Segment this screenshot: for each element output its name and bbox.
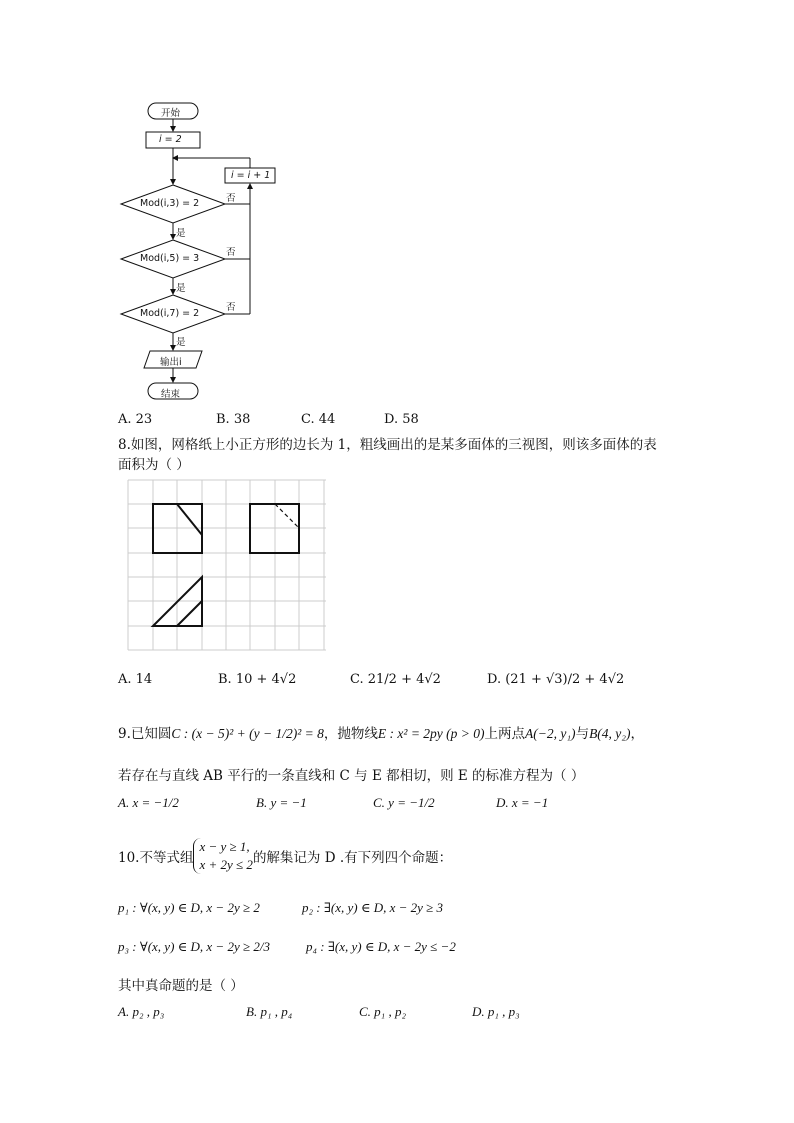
q9-option-a: A. x = −1/2 — [118, 795, 179, 810]
q10-ineq2: x + 2y ≤ 2 — [199, 857, 253, 872]
q10-inequality-system — [193, 838, 252, 874]
flow-end-label: 结束 — [161, 389, 181, 400]
q10-option-a: A. p₂ , p₃ — [118, 1004, 165, 1019]
q7-option-b: B. 38 — [216, 412, 251, 427]
q9-end: ， — [630, 726, 644, 742]
q7-option-c: C. 44 — [301, 412, 336, 427]
q10-suffix: 的解集记为 D .有下列四个命题： — [252, 850, 453, 866]
q10-p1: p₁ : ∀(x, y) ∈ D, x − 2y ≥ 2 — [118, 900, 260, 915]
three-view-grid-figure — [126, 478, 328, 656]
flow-increment-label: i = i + 1 — [231, 170, 271, 181]
q9-conj: 与 — [575, 726, 590, 742]
q10-option-c: C. p₁ , p₂ — [359, 1004, 406, 1019]
flow-cond1-label: Mod(i,3) = 2 — [140, 198, 200, 209]
q9-option-c: C. y = −1/2 — [373, 795, 435, 810]
flow-no-label-3: 否 — [226, 302, 236, 313]
q8-option-b: B. 10 + 4√2 — [218, 672, 297, 687]
flow-output-label: 输出i — [160, 357, 182, 368]
q9-stem-line1 — [118, 722, 644, 742]
flow-no-label-1: 否 — [226, 193, 236, 204]
q10-ineq1: x − y ≥ 1, — [199, 839, 250, 854]
q9-mid: ，抛物线 — [323, 726, 378, 742]
q8-option-d: D. (21 + √3)/2 + 4√2 — [487, 672, 625, 687]
q8-stem-line1: 8.如图，网格纸上小正方形的边长为 1，粗线画出的是某多面体的三视图，则该多面体的表 — [118, 437, 657, 453]
q9-mid2: 上两点 — [484, 726, 526, 742]
flow-init-label: i = 2 — [159, 134, 182, 145]
q9-prefix: 9.已知圆 — [118, 726, 172, 742]
q8-stem-line2: 面积为（ ） — [118, 457, 190, 473]
flow-yes-label-1: 是 — [176, 228, 186, 239]
q10-p3: p₃ : ∀(x, y) ∈ D, x − 2y ≥ 2/3 — [118, 939, 270, 954]
q10-option-b: B. p₁ , p₄ — [246, 1004, 293, 1019]
q8-option-c: C. 21/2 + 4√2 — [350, 672, 441, 687]
q10-question: 其中真命题的是（ ） — [118, 978, 244, 994]
q10-p2: p₂ : ∃(x, y) ∈ D, x − 2y ≥ 3 — [302, 900, 444, 915]
flowchart — [110, 95, 280, 405]
q9-point-a: A(−2, y₁) — [525, 726, 576, 741]
flow-yes-label-3: 是 — [176, 337, 186, 348]
flow-cond3-label: Mod(i,7) = 2 — [140, 308, 200, 319]
flow-no-label-2: 否 — [226, 247, 236, 258]
q10-stem — [118, 838, 452, 874]
q9-parabola: E : x² = 2py (p > 0) — [377, 726, 485, 741]
q9-circle: C : (x − 5)² + (y − 1/2)² = 8 — [171, 726, 324, 741]
flow-yes-label-2: 是 — [176, 283, 186, 294]
q7-option-d: D. 58 — [384, 412, 419, 427]
q10-option-d: D. p₁ , p₃ — [472, 1004, 520, 1019]
q7-option-a: A. 23 — [118, 412, 153, 427]
q10-prefix: 10.不等式组 — [118, 850, 194, 866]
q8-option-a: A. 14 — [118, 672, 153, 687]
flow-cond2-label: Mod(i,5) = 3 — [140, 253, 200, 264]
q10-p4: p₄ : ∃(x, y) ∈ D, x − 2y ≤ −2 — [306, 939, 456, 954]
q9-option-b: B. y = −1 — [256, 795, 307, 810]
flow-start-label: 开始 — [161, 108, 181, 119]
q9-option-d: D. x = −1 — [496, 795, 549, 810]
q9-point-b: B(4, y₂) — [589, 726, 631, 741]
q9-stem-line2: 若存在与直线 AB 平行的一条直线和 C 与 E 都相切，则 E 的标准方程为（ ） — [118, 768, 585, 784]
